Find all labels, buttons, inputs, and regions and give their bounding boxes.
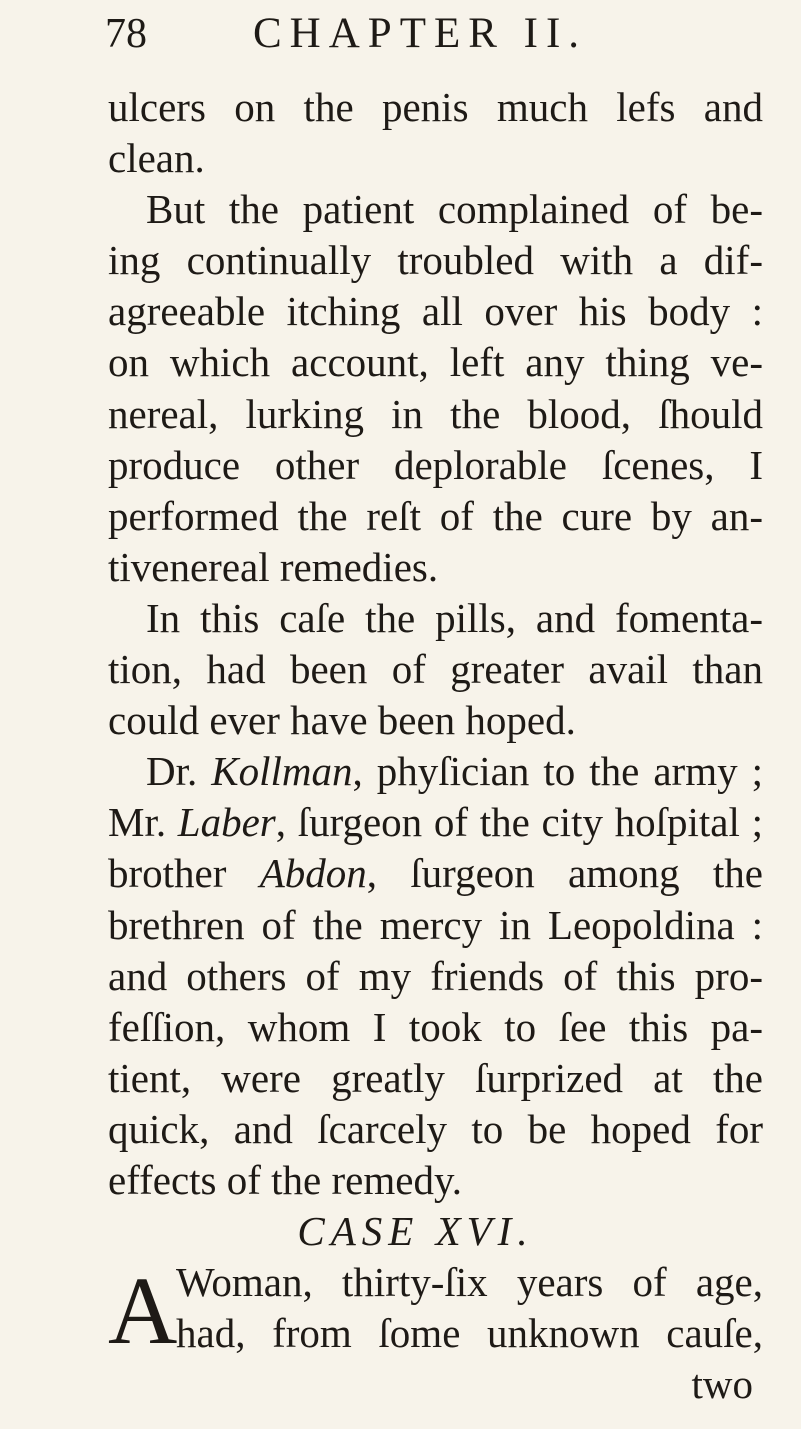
name-prefix: Mr. (108, 799, 178, 846)
person-name: Kollman (211, 748, 353, 795)
text-line: and others of my friends of this pro- (108, 952, 763, 999)
text-line: nereal, lurking in the blood, ſhould (108, 390, 763, 437)
text-line: performed the reſt of the cure by an- (108, 492, 763, 539)
text-line: on which account, left any thing ve- (108, 339, 763, 386)
text-line: clean. (108, 135, 205, 182)
running-head (105, 6, 765, 62)
paragraph-start-line (108, 746, 763, 797)
body-text (108, 82, 763, 1410)
case-text: Woman, thirty-ſix years of age, (176, 1259, 763, 1306)
name-suffix: , phyſician to the army ; (352, 748, 763, 795)
text-line: could ever have been hoped. (108, 697, 576, 744)
paragraph-start-line: But the patient complained of be- (146, 186, 763, 233)
text-line: tion, had been of greater avail than (108, 646, 763, 693)
page-number: 78 (105, 11, 147, 57)
name-prefix: brother (108, 850, 260, 897)
name-suffix: , ſurgeon among the (366, 850, 763, 897)
text-line: tivenereal remedies. (108, 543, 439, 590)
text-line: agreeable itching all over his body : (108, 288, 763, 335)
text-line: effects of the remedy. (108, 1156, 463, 1203)
text-line: ulcers on the penis much lefs and (108, 84, 763, 130)
text-line: ing continually troubled with a dif- (108, 237, 763, 284)
name-prefix: Dr. (146, 748, 212, 795)
text-line (108, 848, 763, 899)
name-suffix: , ſurgeon of the city hoſpital ; (275, 799, 763, 846)
text-line: quick, and ſcarcely to be hoped for (108, 1105, 763, 1152)
chapter-title: CHAPTER II. (253, 10, 588, 57)
catchword: two (691, 1361, 753, 1408)
drop-cap: A (108, 1257, 178, 1365)
text-line: feſſion, whom I took to ſee this pa- (108, 1003, 763, 1050)
person-name: Laber (177, 799, 276, 846)
paragraph-start-line: In this caſe the pills, and fomenta- (146, 594, 763, 641)
text-line: tient, were greatly ſurprized at the (108, 1054, 763, 1101)
case-paragraph-line (108, 1308, 763, 1359)
case-heading: CASE XVI. (297, 1208, 534, 1255)
text-line (108, 797, 763, 848)
case-text: had, from ſome unknown cauſe, (176, 1310, 763, 1357)
text-line: brethren of the mercy in Leopoldina : (108, 901, 763, 948)
text-line: produce other deplorable ſcenes, I (108, 441, 763, 488)
person-name: Abdon (259, 850, 367, 897)
